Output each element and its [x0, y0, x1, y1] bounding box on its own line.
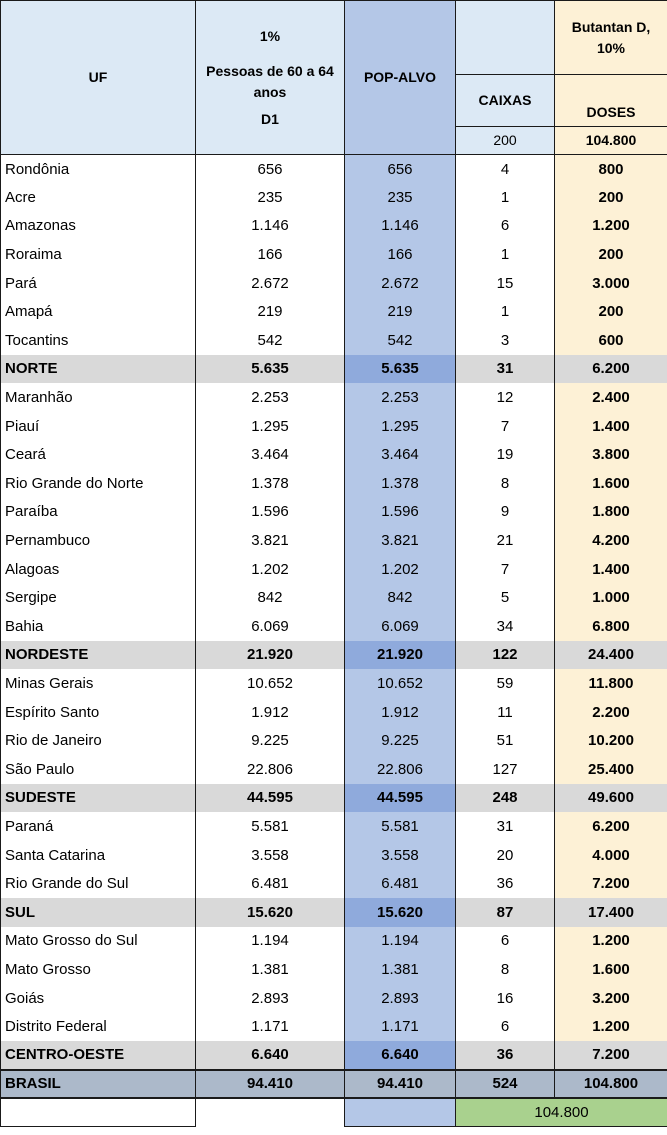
caixas-cell: 5	[456, 583, 555, 612]
header-doses: DOSES	[555, 75, 667, 127]
uf-cell: Roraima	[1, 240, 196, 269]
uf-cell: SUL	[1, 898, 196, 927]
pop-alvo-cell: 1.378	[345, 469, 456, 498]
uf-cell: Sergipe	[1, 583, 196, 612]
doses-cell: 2.200	[555, 698, 667, 727]
table-row	[1, 383, 667, 412]
caixas-cell: 6	[456, 1012, 555, 1041]
pop-alvo-cell: 235	[345, 183, 456, 212]
pop-alvo-cell: 1.912	[345, 698, 456, 727]
pop-alvo-cell: 2.893	[345, 984, 456, 1013]
uf-cell: Alagoas	[1, 555, 196, 584]
d1-cell: 1.194	[196, 927, 345, 956]
d1-cell: 1.295	[196, 412, 345, 441]
d1-cell: 1.171	[196, 1012, 345, 1041]
uf-cell: Amapá	[1, 297, 196, 326]
table-row	[1, 698, 667, 727]
caixas-cell: 59	[456, 669, 555, 698]
d1-cell: 1.202	[196, 555, 345, 584]
doses-cell: 49.600	[555, 784, 667, 813]
header-caixas: CAIXAS	[456, 75, 555, 127]
uf-cell: São Paulo	[1, 755, 196, 784]
doses-cell: 6.200	[555, 812, 667, 841]
caixas-cell: 87	[456, 898, 555, 927]
table-row	[1, 612, 667, 641]
uf-cell: Bahia	[1, 612, 196, 641]
caixas-cell: 1	[456, 240, 555, 269]
caixas-cell: 11	[456, 698, 555, 727]
d1-cell: 10.652	[196, 669, 345, 698]
uf-cell: Espírito Santo	[1, 698, 196, 727]
uf-cell: Santa Catarina	[1, 841, 196, 870]
pop-alvo-cell: 10.652	[345, 669, 456, 698]
table-row	[1, 927, 667, 956]
d1-cell: 1.146	[196, 212, 345, 241]
caixas-cell: 31	[456, 812, 555, 841]
header-pop-alvo: POP-ALVO	[345, 1, 456, 155]
table-row	[1, 1012, 667, 1041]
caixas-cell: 20	[456, 841, 555, 870]
doses-cell: 25.400	[555, 755, 667, 784]
total-uf-cell: BRASIL	[1, 1070, 196, 1099]
caixas-cell: 1	[456, 183, 555, 212]
caixas-cell: 6	[456, 927, 555, 956]
doses-cell: 1.200	[555, 1012, 667, 1041]
doses-cell: 200	[555, 240, 667, 269]
pop-alvo-cell: 3.821	[345, 526, 456, 555]
pop-alvo-cell: 1.381	[345, 955, 456, 984]
uf-cell: Rio de Janeiro	[1, 726, 196, 755]
table-row	[1, 526, 667, 555]
table-row	[1, 212, 667, 241]
caixas-cell: 7	[456, 412, 555, 441]
caixas-cell: 3	[456, 326, 555, 355]
d1-cell: 1.381	[196, 955, 345, 984]
table-row	[1, 326, 667, 355]
caixas-cell: 7	[456, 555, 555, 584]
d1-cell: 3.464	[196, 440, 345, 469]
footer-blank-pop	[345, 1098, 456, 1126]
pop-alvo-cell: 1.295	[345, 412, 456, 441]
table-body	[1, 155, 667, 1127]
table-row	[1, 240, 667, 269]
doses-cell: 1.000	[555, 583, 667, 612]
total-caixas-cell: 524	[456, 1070, 555, 1099]
pop-alvo-cell: 2.672	[345, 269, 456, 298]
d1-cell: 1.378	[196, 469, 345, 498]
uf-cell: Paraíba	[1, 498, 196, 527]
d1-cell: 235	[196, 183, 345, 212]
header-caixas-total: 200	[456, 127, 555, 155]
uf-cell: Pará	[1, 269, 196, 298]
header-pessoas	[196, 1, 345, 155]
table-row	[1, 955, 667, 984]
header-butantan: Butantan D, 10%	[555, 1, 667, 75]
d1-cell: 1.912	[196, 698, 345, 727]
doses-cell: 1.600	[555, 955, 667, 984]
d1-cell: 656	[196, 155, 345, 184]
uf-cell: Rio Grande do Sul	[1, 869, 196, 898]
doses-cell: 600	[555, 326, 667, 355]
pop-alvo-cell: 5.581	[345, 812, 456, 841]
pop-alvo-cell: 1.202	[345, 555, 456, 584]
pop-alvo-cell: 3.464	[345, 440, 456, 469]
pop-alvo-cell: 1.146	[345, 212, 456, 241]
pop-alvo-cell: 3.558	[345, 841, 456, 870]
d1-cell: 842	[196, 583, 345, 612]
caixas-cell: 15	[456, 269, 555, 298]
d1-cell: 5.635	[196, 355, 345, 384]
region-subtotal-row	[1, 784, 667, 813]
footer-row	[1, 1098, 667, 1126]
d1-cell: 5.581	[196, 812, 345, 841]
pop-alvo-cell: 6.069	[345, 612, 456, 641]
caixas-cell: 122	[456, 641, 555, 670]
uf-cell: Mato Grosso	[1, 955, 196, 984]
d1-cell: 44.595	[196, 784, 345, 813]
caixas-cell: 8	[456, 955, 555, 984]
total-doses-cell: 104.800	[555, 1070, 667, 1099]
caixas-cell: 51	[456, 726, 555, 755]
uf-cell: Mato Grosso do Sul	[1, 927, 196, 956]
uf-cell: Maranhão	[1, 383, 196, 412]
caixas-cell: 19	[456, 440, 555, 469]
table-row	[1, 269, 667, 298]
caixas-cell: 34	[456, 612, 555, 641]
header-pessoas-pct: 1%	[259, 27, 281, 44]
d1-cell: 22.806	[196, 755, 345, 784]
uf-cell: Piauí	[1, 412, 196, 441]
d1-cell: 219	[196, 297, 345, 326]
pop-alvo-cell: 2.253	[345, 383, 456, 412]
pop-alvo-cell: 21.920	[345, 641, 456, 670]
uf-cell: NORDESTE	[1, 641, 196, 670]
brasil-total-row	[1, 1070, 667, 1099]
pop-alvo-cell: 5.635	[345, 355, 456, 384]
doses-cell: 200	[555, 183, 667, 212]
doses-cell: 1.400	[555, 412, 667, 441]
header-doses-total: 104.800	[555, 127, 667, 155]
doses-cell: 7.200	[555, 869, 667, 898]
pop-alvo-cell: 1.596	[345, 498, 456, 527]
table-row	[1, 669, 667, 698]
doses-cell: 1.200	[555, 927, 667, 956]
uf-cell: Distrito Federal	[1, 1012, 196, 1041]
pop-alvo-cell: 9.225	[345, 726, 456, 755]
pop-alvo-cell: 22.806	[345, 755, 456, 784]
d1-cell: 542	[196, 326, 345, 355]
uf-cell: Acre	[1, 183, 196, 212]
uf-cell: Minas Gerais	[1, 669, 196, 698]
table-row	[1, 984, 667, 1013]
d1-cell: 6.481	[196, 869, 345, 898]
uf-cell: Tocantins	[1, 326, 196, 355]
d1-cell: 6.640	[196, 1041, 345, 1070]
d1-cell: 1.596	[196, 498, 345, 527]
d1-cell: 21.920	[196, 641, 345, 670]
table-row	[1, 412, 667, 441]
uf-cell: Amazonas	[1, 212, 196, 241]
total-pop-cell: 94.410	[345, 1070, 456, 1099]
table-row	[1, 726, 667, 755]
doses-cell: 3.000	[555, 269, 667, 298]
doses-cell: 24.400	[555, 641, 667, 670]
footer-blank-d1	[196, 1098, 345, 1126]
table-row	[1, 155, 667, 184]
table-row	[1, 469, 667, 498]
region-subtotal-row	[1, 641, 667, 670]
header-caixas-blank	[456, 1, 555, 75]
caixas-cell: 36	[456, 1041, 555, 1070]
pop-alvo-cell: 219	[345, 297, 456, 326]
footer-blank-uf	[1, 1098, 196, 1126]
uf-cell: Rondônia	[1, 155, 196, 184]
caixas-cell: 9	[456, 498, 555, 527]
table-row	[1, 812, 667, 841]
uf-cell: Paraná	[1, 812, 196, 841]
caixas-cell: 21	[456, 526, 555, 555]
doses-cell: 10.200	[555, 726, 667, 755]
d1-cell: 166	[196, 240, 345, 269]
doses-cell: 7.200	[555, 1041, 667, 1070]
pop-alvo-cell: 1.194	[345, 927, 456, 956]
header-pessoas-desc: Pessoas de 60 a 64 anos	[206, 62, 334, 100]
pop-alvo-cell: 15.620	[345, 898, 456, 927]
table-row	[1, 183, 667, 212]
pop-alvo-cell: 656	[345, 155, 456, 184]
pop-alvo-cell: 842	[345, 583, 456, 612]
table-row	[1, 555, 667, 584]
caixas-cell: 36	[456, 869, 555, 898]
uf-cell: NORTE	[1, 355, 196, 384]
uf-cell: CENTRO-OESTE	[1, 1041, 196, 1070]
region-subtotal-row	[1, 1041, 667, 1070]
doses-cell: 200	[555, 297, 667, 326]
doses-cell: 800	[555, 155, 667, 184]
d1-cell: 15.620	[196, 898, 345, 927]
doses-cell: 1.800	[555, 498, 667, 527]
caixas-cell: 4	[456, 155, 555, 184]
table-row	[1, 440, 667, 469]
caixas-cell: 248	[456, 784, 555, 813]
pop-alvo-cell: 166	[345, 240, 456, 269]
caixas-cell: 127	[456, 755, 555, 784]
uf-cell: Ceará	[1, 440, 196, 469]
table-row	[1, 755, 667, 784]
doses-cell: 3.200	[555, 984, 667, 1013]
doses-cell: 11.800	[555, 669, 667, 698]
total-d1-cell: 94.410	[196, 1070, 345, 1099]
caixas-cell: 12	[456, 383, 555, 412]
d1-cell: 2.253	[196, 383, 345, 412]
doses-cell: 6.200	[555, 355, 667, 384]
caixas-cell: 16	[456, 984, 555, 1013]
doses-cell: 17.400	[555, 898, 667, 927]
doses-cell: 3.800	[555, 440, 667, 469]
d1-cell: 3.821	[196, 526, 345, 555]
doses-cell: 1.200	[555, 212, 667, 241]
uf-cell: SUDESTE	[1, 784, 196, 813]
d1-cell: 9.225	[196, 726, 345, 755]
table-row	[1, 297, 667, 326]
caixas-cell: 1	[456, 297, 555, 326]
region-subtotal-row	[1, 898, 667, 927]
region-subtotal-row	[1, 355, 667, 384]
doses-cell: 1.400	[555, 555, 667, 584]
pop-alvo-cell: 1.171	[345, 1012, 456, 1041]
table-row	[1, 841, 667, 870]
uf-cell: Goiás	[1, 984, 196, 1013]
doses-cell: 4.000	[555, 841, 667, 870]
pop-alvo-cell: 44.595	[345, 784, 456, 813]
pop-alvo-cell: 6.481	[345, 869, 456, 898]
pop-alvo-cell: 542	[345, 326, 456, 355]
table-row	[1, 583, 667, 612]
d1-cell: 2.893	[196, 984, 345, 1013]
table-row	[1, 869, 667, 898]
caixas-cell: 6	[456, 212, 555, 241]
caixas-cell: 31	[456, 355, 555, 384]
d1-cell: 3.558	[196, 841, 345, 870]
doses-cell: 2.400	[555, 383, 667, 412]
table-row	[1, 498, 667, 527]
caixas-cell: 8	[456, 469, 555, 498]
d1-cell: 6.069	[196, 612, 345, 641]
footer-check-value: 104.800	[456, 1098, 667, 1126]
uf-cell: Rio Grande do Norte	[1, 469, 196, 498]
pop-alvo-cell: 6.640	[345, 1041, 456, 1070]
header-uf: UF	[1, 1, 196, 155]
doses-cell: 6.800	[555, 612, 667, 641]
doses-cell: 1.600	[555, 469, 667, 498]
header-pessoas-d1: D1	[261, 110, 279, 127]
doses-cell: 4.200	[555, 526, 667, 555]
d1-cell: 2.672	[196, 269, 345, 298]
uf-cell: Pernambuco	[1, 526, 196, 555]
